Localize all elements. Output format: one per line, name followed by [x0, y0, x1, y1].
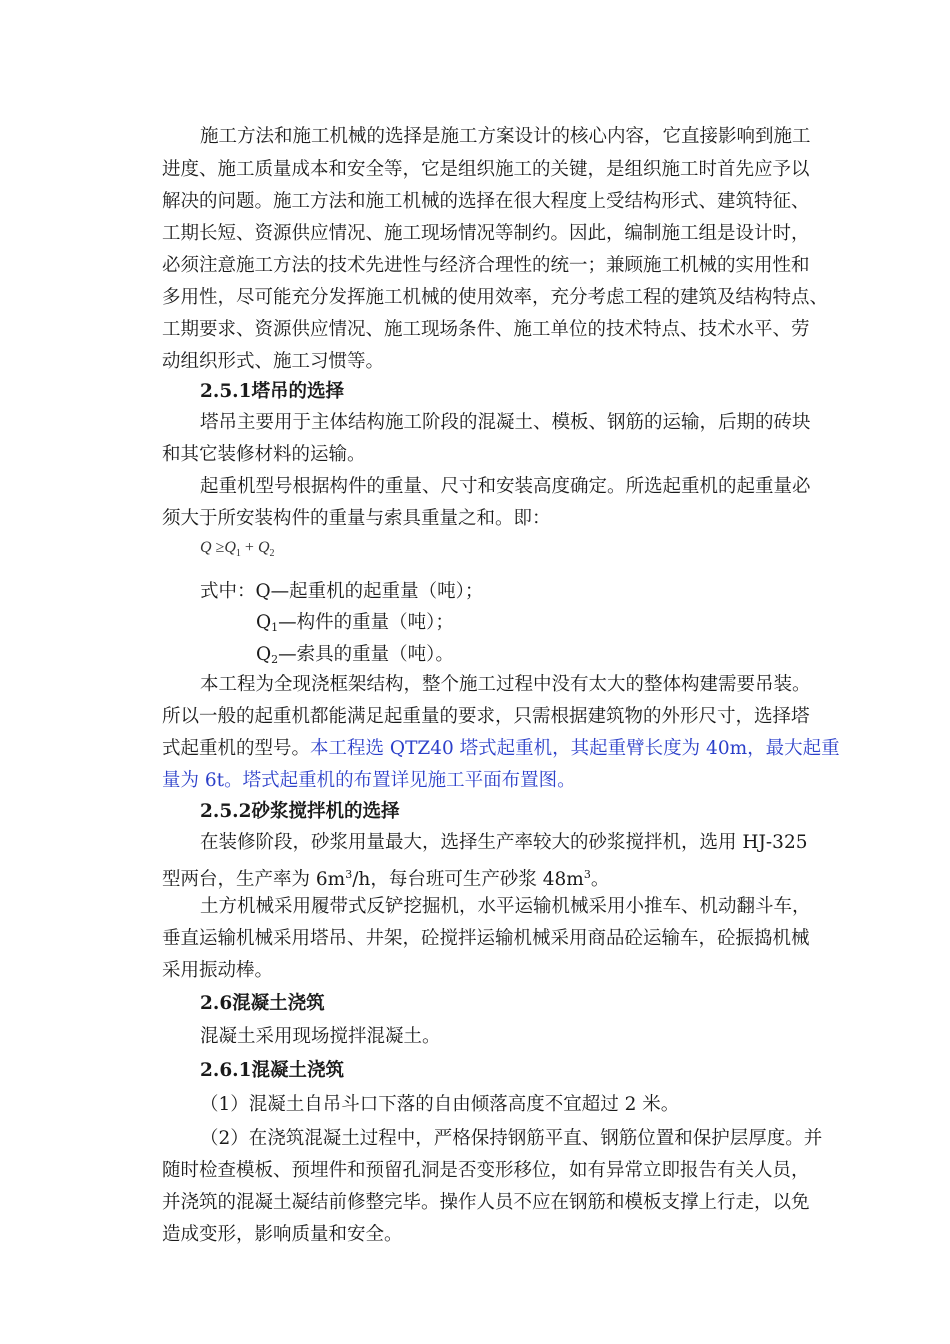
paragraph-line: [162, 737, 840, 761]
section-heading: 2.6.1混凝土浇筑: [200, 1060, 344, 1081]
paragraph-text: 式起重机的型号。: [162, 738, 311, 759]
superscript: 3: [583, 868, 591, 881]
paragraph-text: 。: [590, 869, 610, 890]
where-line: [256, 611, 454, 640]
list-item: （1）混凝土自吊斗口下落的自由倾落高度不宜超过 2 米。: [200, 1094, 680, 1115]
paragraph-line: 并浇筑的混凝土凝结前修整完毕。操作人员不应在钢筋和模板支撑上行走，以免: [162, 1192, 810, 1213]
paragraph-line: 和其它装修材料的运输。: [162, 444, 366, 465]
formula-plus: +: [244, 539, 254, 556]
symbol-q: Q: [256, 644, 272, 665]
paragraph-line: 施工方法和施工机械的选择是施工方案设计的核心内容，它直接影响到施工: [200, 126, 811, 147]
paragraph-line: 混凝土采用现场搅拌混凝土。: [200, 1026, 441, 1047]
superscript: 3: [345, 868, 353, 881]
where-text: —构件的重量（吨）；: [278, 612, 454, 633]
paragraph-text: 型两台，生产率为 6m: [162, 869, 346, 890]
formula-q1: Q: [224, 539, 236, 556]
paragraph-line: 造成变形，影响质量和安全。: [162, 1224, 403, 1245]
paragraph-text: /h，每台班可生产砂浆 48m: [352, 869, 584, 890]
paragraph-line: 动组织形式、施工习惯等。: [162, 351, 385, 372]
where-text: —索具的重量（吨）。: [278, 644, 454, 665]
section-heading: 2.5.2砂浆搅拌机的选择: [200, 801, 400, 822]
highlighted-text: 本工程选 QTZ40 塔式起重机，其起重臂长度为 40m，最大起重: [310, 738, 840, 759]
symbol-q: Q: [256, 612, 272, 633]
paragraph-line: 塔吊主要用于主体结构施工阶段的混凝土、模板、钢筋的运输，后期的砖块: [200, 412, 811, 433]
section-heading: 2.5.1塔吊的选择: [200, 381, 344, 402]
highlighted-text: 量为 6t。塔式起重机的布置详见施工平面布置图。: [162, 770, 576, 791]
formula-sub2: 2: [269, 548, 275, 560]
paragraph-line: 在装修阶段，砂浆用量最大，选择生产率较大的砂浆搅拌机，选用 HJ-325: [200, 832, 808, 853]
formula-q2: Q: [257, 539, 270, 556]
paragraph-line: 工期长短、资源供应情况、施工现场情况等制约。因此，编制施工组是设计时，: [162, 223, 810, 244]
where-line: 式中：Q—起重机的起重量（吨）；: [200, 581, 484, 602]
paragraph-line: 解决的问题。施工方法和施工机械的选择在很大程度上受结构形式、建筑特征、: [162, 191, 810, 212]
paragraph-line: 所以一般的起重机都能满足起重量的要求，只需根据建筑物的外形尺寸，选择塔: [162, 706, 810, 727]
formula: [200, 539, 275, 559]
paragraph-line: 本工程为全现浇框架结构，整个施工过程中没有太大的整体构建需要吊装。: [200, 674, 811, 695]
symbol-subscript: 1: [271, 621, 279, 634]
paragraph-line: 土方机械采用履带式反铲挖掘机，水平运输机械采用小推车、机动翻斗车，: [200, 896, 811, 917]
paragraph-line: 起重机型号根据构件的重量、尺寸和安装高度确定。所选起重机的起重量必: [200, 476, 811, 497]
formula-lhs: Q: [200, 539, 212, 556]
paragraph-line: 采用振动棒。: [162, 960, 274, 981]
section-heading: 2.6混凝土浇筑: [200, 993, 325, 1014]
paragraph-line: 多用性，尽可能充分发挥施工机械的使用效率，充分考虑工程的建筑及结构特点、: [162, 287, 829, 308]
paragraph-line: 随时检查模板、预埋件和预留孔洞是否变形移位，如有异常立即报告有关人员，: [162, 1160, 810, 1181]
paragraph-line: 进度、施工质量成本和安全等，它是组织施工的关键，是组织施工时首先应予以: [162, 159, 810, 180]
list-item: （2）在浇筑混凝土过程中，严格保持钢筋平直、钢筋位置和保护层厚度。并: [200, 1128, 823, 1149]
paragraph-line: [162, 863, 609, 892]
paragraph-line: 须大于所安装构件的重量与索具重量之和。即：: [162, 508, 551, 529]
formula-sub1: 1: [235, 548, 241, 560]
paragraph-line: 垂直运输机械采用塔吊、井架，砼搅拌运输机械采用商品砼运输车，砼振捣机械: [162, 928, 810, 949]
formula-operator: ≥: [215, 539, 225, 556]
where-line: [256, 643, 454, 672]
paragraph-line: 必须注意施工方法的技术先进性与经济合理性的统一；兼顾施工机械的实用性和: [162, 255, 810, 276]
paragraph-line: 工期要求、资源供应情况、施工现场条件、施工单位的技术特点、技术水平、劳: [162, 319, 810, 340]
symbol-subscript: 2: [271, 653, 279, 666]
